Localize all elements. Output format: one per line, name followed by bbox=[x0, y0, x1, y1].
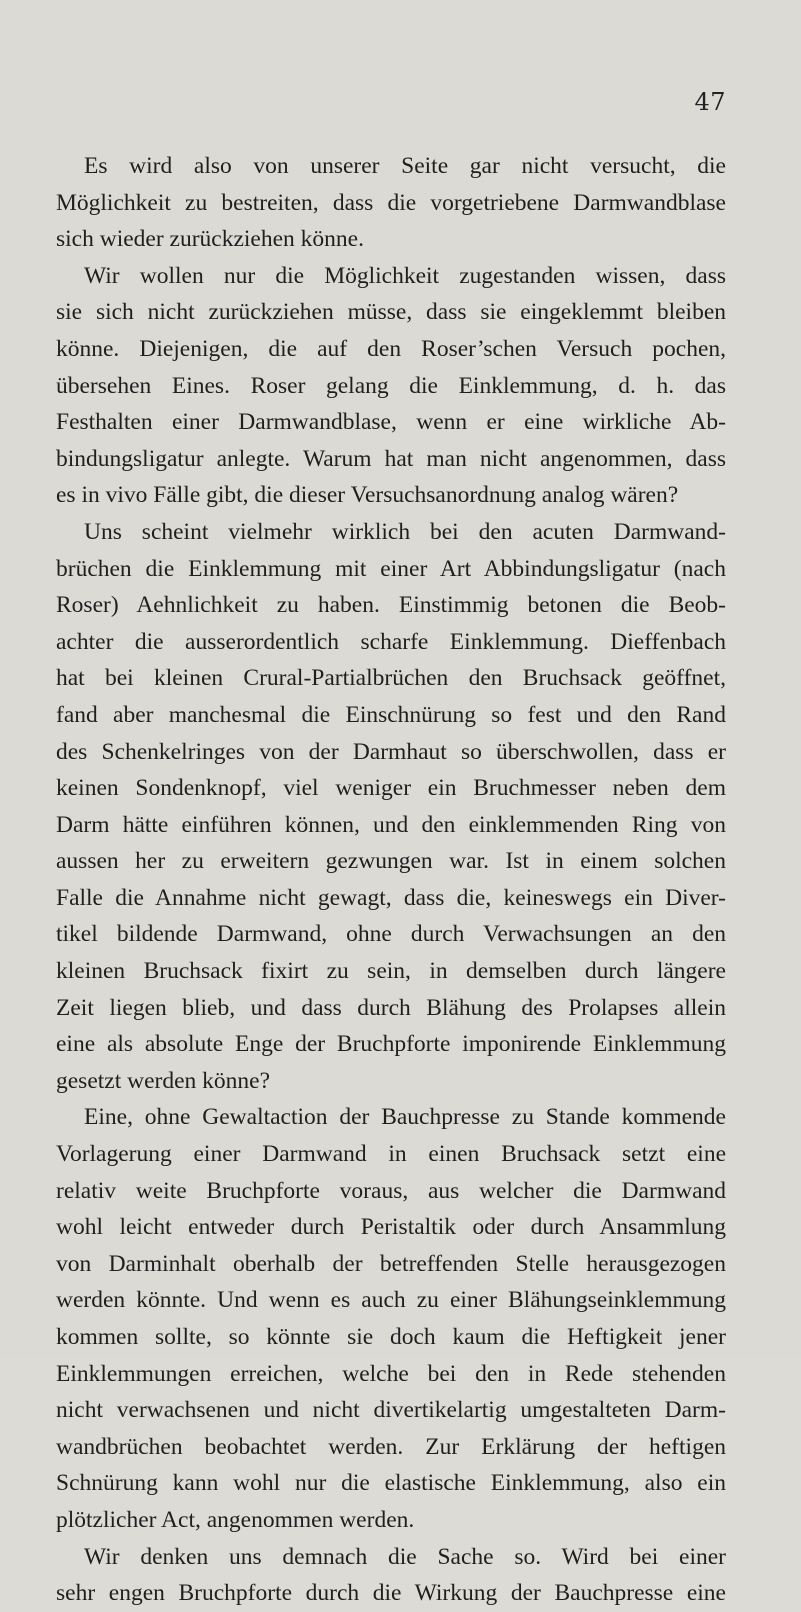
text-line: könne. Diejenigen, die auf den Roser’schen Versuch pochen, bbox=[56, 335, 726, 362]
text-line: Uns scheint vielmehr wirklich bei den acuten Darmwand- bbox=[84, 518, 726, 545]
text-line: aussen her zu erweitern gezwungen war. Ist in einem solchen bbox=[56, 848, 726, 875]
text-line: übersehen Eines. Roser gelang die Einklemmung, d. h. das bbox=[56, 372, 726, 399]
text-line: Vorlagerung einer Darmwand in einen Bruchsack setzt eine bbox=[56, 1141, 726, 1168]
text-line: Wir denken uns demnach die Sache so. Wird bei einer bbox=[84, 1543, 726, 1570]
text-line: bindungsligatur anlegte. Warum hat man nicht angenommen, dass bbox=[56, 445, 726, 472]
text-line: Eine, ohne Gewaltaction der Bauchpresse zu Stande kommende bbox=[84, 1104, 726, 1131]
text-line: plötzlicher Act, angenommen werden. bbox=[56, 1506, 415, 1533]
text-line: kommen sollte, so könnte sie doch kaum die Heftigkeit jener bbox=[56, 1324, 726, 1350]
text-line: Schnürung kann wohl nur die elastische Einklemmung, also ein bbox=[56, 1470, 726, 1497]
text-line: wohl leicht entweder durch Peristaltik oder durch Ansammlung bbox=[56, 1214, 726, 1241]
text-line: brüchen die Einklemmung mit einer Art Abbindungsligatur (nach bbox=[56, 555, 726, 582]
text-line: Einklemmungen erreichen, welche bei den in Rede stehenden bbox=[56, 1360, 726, 1387]
text-line: sehr engen Bruchpforte durch die Wirkung der Bauchpresse eine bbox=[56, 1580, 726, 1607]
text-line: fand aber manchesmal die Einschnürung so fest und den Rand bbox=[56, 701, 726, 728]
text-line: Möglichkeit zu bestreiten, dass die vorgetriebene Darmwandblase bbox=[56, 189, 726, 216]
text-line: Roser) Aehnlichkeit zu haben. Einstimmig betonen die Beob- bbox=[56, 592, 726, 619]
text-line: Wir wollen nur die Möglichkeit zugestanden wissen, dass bbox=[84, 262, 726, 289]
text-line: tikel bildende Darmwand, ohne durch Verwachsungen an den bbox=[56, 921, 726, 948]
body-text bbox=[56, 148, 726, 1612]
page-number: 47 bbox=[694, 88, 726, 116]
text-line: Falle die Annahme nicht gewagt, dass die, keineswegs ein Diver- bbox=[56, 884, 726, 911]
text-line: von Darminhalt oberhalb der betreffenden Stelle herausgezogen bbox=[56, 1250, 726, 1277]
text-line: nicht verwachsenen und nicht divertikelartig umgestalteten Darm- bbox=[56, 1397, 726, 1424]
text-line: des Schenkelringes von der Darmhaut so überschwollen, dass er bbox=[56, 738, 726, 765]
text-line: gesetzt werden könne? bbox=[56, 1067, 271, 1094]
text-line: kleinen Bruchsack fixirt zu sein, in demselben durch längere bbox=[56, 958, 726, 985]
text-line: Darm hätte einführen können, und den einklemmenden Ring von bbox=[56, 811, 726, 838]
text-line: eine als absolute Enge der Bruchpforte imponirende Einklemmung bbox=[56, 1031, 726, 1058]
text-line: Es wird also von unserer Seite gar nicht versucht, die bbox=[84, 153, 726, 179]
text-line: wandbrüchen beobachtet werden. Zur Erklärung der heftigen bbox=[56, 1433, 726, 1460]
text-line: Zeit liegen blieb, und dass durch Blähung des Prolapses allein bbox=[56, 994, 726, 1021]
text-line: relativ weite Bruchpforte voraus, aus welcher die Darmwand bbox=[56, 1177, 726, 1204]
text-line: achter die ausserordentlich scharfe Einklemmung. Dieffenbach bbox=[56, 628, 726, 655]
text-line: hat bei kleinen Crural-Partialbrüchen den Bruchsack geöffnet, bbox=[56, 665, 726, 692]
text-line: werden könnte. Und wenn es auch zu einer Blähungseinklemmung bbox=[56, 1287, 726, 1314]
text-line: sich wieder zurückziehen könne. bbox=[56, 226, 364, 253]
text-line: es in vivo Fälle gibt, die dieser Versuchsanordnung analog wären? bbox=[56, 482, 679, 509]
text-line: sie sich nicht zurückziehen müsse, dass sie eingeklemmt bleiben bbox=[56, 299, 726, 326]
text-line: keinen Sondenknopf, viel weniger ein Bruchmesser neben dem bbox=[56, 775, 726, 802]
text-line: Festhalten einer Darmwandblase, wenn er eine wirkliche Ab- bbox=[56, 409, 726, 436]
